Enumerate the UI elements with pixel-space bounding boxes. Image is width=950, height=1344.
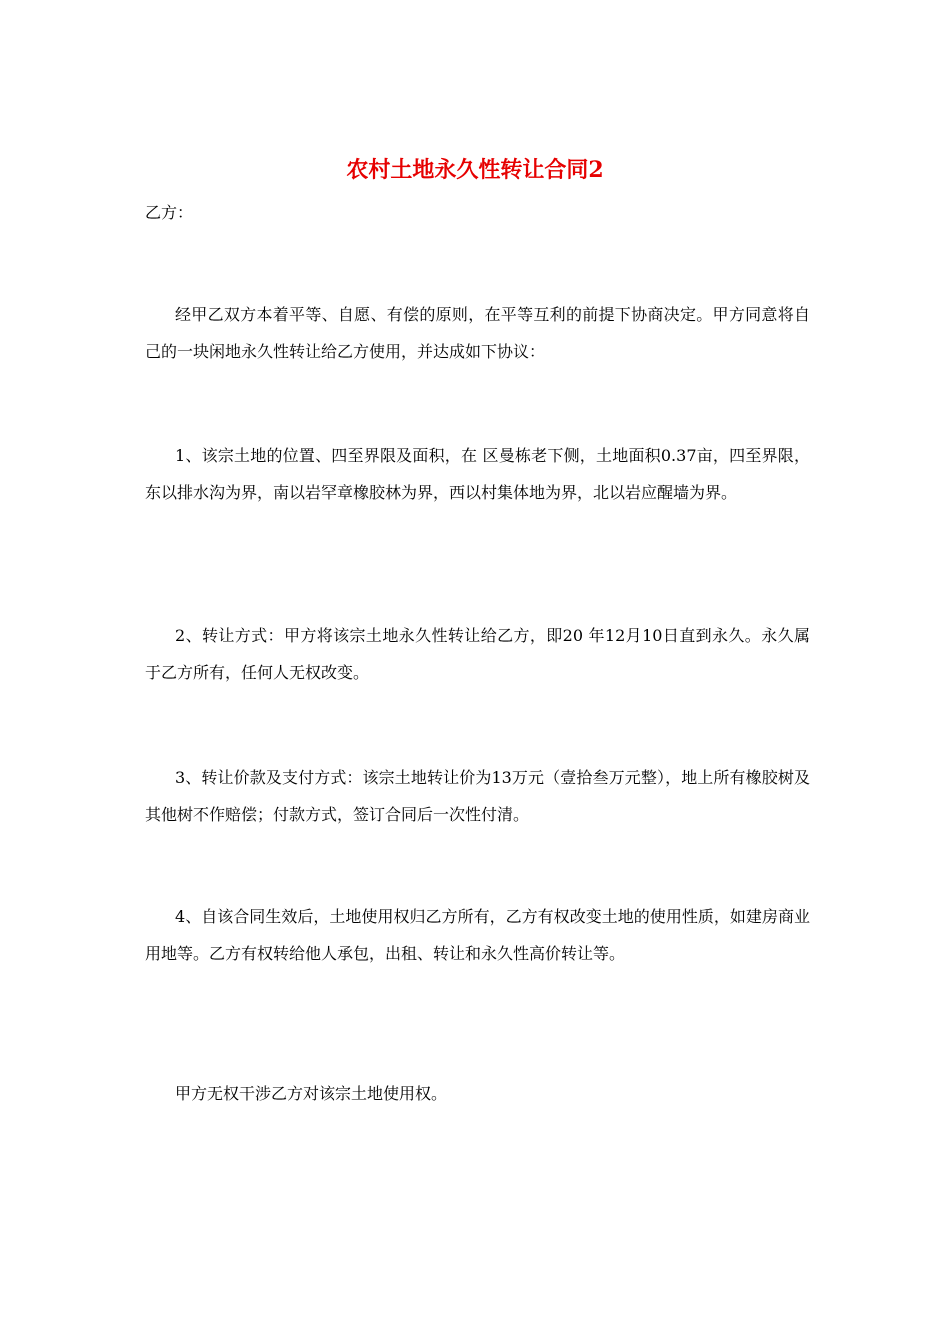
clause-4-usage-rights: 4、自该合同生效后，土地使用权归乙方所有，乙方有权改变土地的使用性质，如建房商业用地等。乙方有权转给他人承包，出租、转让和永久性高价转让等。 [145,907,810,963]
clause-1-location-area: 1、该宗土地的位置、四至界限及面积，在 区曼栋老下侧，土地面积0.37亩，四至界限，东以排水沟为界，南以岩罕章橡胶林为界，西以村集体地为界，北以岩应醒墙为界。 [145,446,810,502]
final-statement: 甲方无权干涉乙方对该宗土地使用权。 [175,1084,448,1103]
clause-2-transfer-method: 2、转让方式：甲方将该宗土地永久性转让给乙方，即20 年12月10日直到永久。永久属于乙方所有，任何人无权改变。 [145,626,810,682]
clause-3-price-payment: 3、转让价款及支付方式：该宗土地转让价为13万元（壹拾叁万元整），地上所有橡胶树及其他树不作赔偿；付款方式，签订合同后一次性付清。 [145,768,810,824]
intro-paragraph: 经甲乙双方本着平等、自愿、有偿的原则，在平等互利的前提下协商决定。甲方同意将自己的一块闲地永久性转让给乙方使用，并达成如下协议： [145,305,810,361]
party-b-label: 乙方： [145,203,194,222]
document-title: 农村土地永久性转让合同2 [346,157,604,183]
